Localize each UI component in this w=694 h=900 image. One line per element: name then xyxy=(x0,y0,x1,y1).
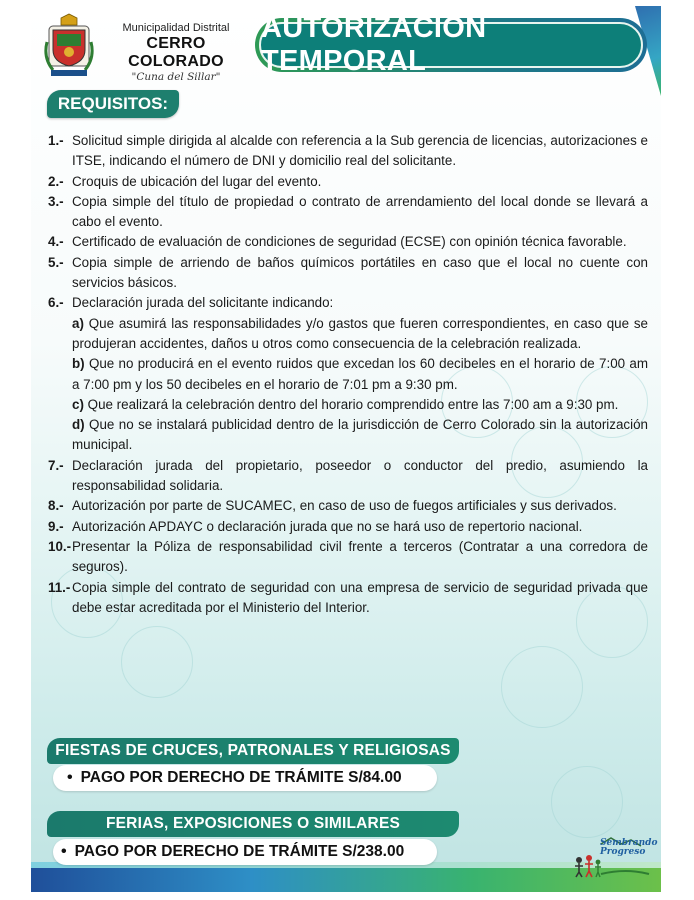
list-item xyxy=(48,172,648,192)
list-item xyxy=(48,517,648,537)
bottom-band xyxy=(31,868,661,892)
decor-circle xyxy=(501,646,583,728)
item-text: Autorización APDAYC o declaración jurada que no se hará uso de repertorio nacional. xyxy=(72,518,583,534)
item-text-block xyxy=(72,293,648,455)
list-item xyxy=(48,253,648,294)
item-text: Copia simple de arriendo de baños químicos portátiles en caso que el local no cuente con servicios básicos. xyxy=(72,254,648,291)
fee-category-banner: FERIAS, EXPOSICIONES O SIMILARES xyxy=(47,811,459,837)
subitem-text: Que no producirá en el evento ruidos que excedan los 60 decibeles en el horario de 7:00 am a 7:00 pm y los 50 decibeles en el horario de 7:01 pm a 9:30 pm. xyxy=(72,356,648,392)
header xyxy=(31,6,661,83)
item-number: 10.- xyxy=(48,538,72,554)
fee-text: PAGO POR DERECHO DE TRÁMITE S/84.00 xyxy=(80,769,402,786)
item-text: Presentar la Póliza de responsabilidad civil frente a terceros (Contratar a una corredora de seguros). xyxy=(72,538,648,575)
subitem-text: Que no se instalará publicidad dentro de la jurisdicción de Cerro Colorado sin la autorización municipal. xyxy=(72,417,648,453)
subitem-label: d) xyxy=(72,417,85,433)
list-item xyxy=(48,131,648,172)
item-number: 2.- xyxy=(48,173,64,189)
municipality-name xyxy=(101,22,251,84)
slogan-line: Progreso xyxy=(600,847,646,857)
list-item xyxy=(48,537,648,578)
item-number: 11.- xyxy=(48,579,71,595)
item-number: 5.- xyxy=(48,254,64,270)
bullet: • xyxy=(67,769,73,786)
item-number: 8.- xyxy=(48,498,64,514)
list-item xyxy=(48,232,648,252)
item-number: 1.- xyxy=(48,133,64,148)
requirements-heading: REQUISITOS: xyxy=(47,90,179,118)
municipality-label: Municipalidad Distrital xyxy=(122,22,230,34)
decor-circle xyxy=(551,766,623,838)
fee-amount xyxy=(53,765,437,791)
item-number: 3.- xyxy=(48,193,64,209)
item-text: Declaración jurada del solicitante indicando: xyxy=(72,295,334,311)
requirements-list xyxy=(48,131,648,618)
item-text: Autorización por parte de SUCAMEC, en caso de uso de fuegos artificiales y sus derivados. xyxy=(72,498,617,514)
fee-category-banner: FIESTAS DE CRUCES, PATRONALES Y RELIGIOSAS xyxy=(47,738,459,764)
list-item xyxy=(48,496,648,516)
subitem-label: a) xyxy=(72,315,84,331)
item-text: Croquis de ubicación del lugar del evento. xyxy=(72,173,322,189)
item-text: Declaración jurada del propietario, poseedor o conductor del predio, asumiendo la responsabilidad solidaria. xyxy=(72,457,648,494)
district-name: CERRO COLORADO xyxy=(128,35,224,70)
fee-amount xyxy=(53,839,437,865)
item-number: 6.- xyxy=(48,295,64,311)
bullet: • xyxy=(61,843,67,860)
subitem xyxy=(72,415,648,456)
list-item xyxy=(48,578,648,619)
subitem-label: b) xyxy=(72,356,85,372)
item-text: Certificado de evaluación de condiciones de seguridad (ECSE) con opinión técnica favorable. xyxy=(72,234,627,250)
list-item xyxy=(48,293,648,455)
subitem xyxy=(72,395,648,415)
municipal-crest-icon xyxy=(43,12,95,78)
fee-text: PAGO POR DERECHO DE TRÁMITE S/238.00 xyxy=(74,843,405,860)
subitem-text: Que asumirá las responsabilidades y/o gastos que fueren correspondientes, en caso que se produjeran accidentes, daños u otros como consecuencia de la celebración realizada. xyxy=(72,315,648,351)
item-number: 7.- xyxy=(48,457,64,473)
slogan xyxy=(600,839,657,857)
decor-circle xyxy=(121,626,193,698)
slogan-line: Sembrando xyxy=(600,838,658,848)
subitem-label: c) xyxy=(72,396,84,412)
item-text: Copia simple del contrato de seguridad con una empresa de servicio de seguridad privada que debe estar acreditada por el Ministerio del Interior. xyxy=(72,579,648,615)
list-item xyxy=(48,192,648,233)
subitem-text: Que realizará la celebración dentro del horario comprendido entre las 7:00 am a 9:30 pm. xyxy=(87,396,619,412)
item-number: 9.- xyxy=(48,518,64,534)
subitem xyxy=(72,314,648,355)
list-item xyxy=(48,456,648,497)
item-text: Solicitud simple dirigida al alcalde con referencia a la Sub gerencia de licencias, autorizaciones e ITSE, indicando el número de DNI y domicilio real del solicitante. xyxy=(72,133,648,169)
subitem xyxy=(72,354,648,395)
motto: "Cuna del Sillar" xyxy=(131,71,221,83)
title-banner xyxy=(255,12,647,77)
page-title: AUTORIZACIÓN TEMPORAL xyxy=(259,22,643,68)
item-text: Copia simple del título de propiedad o contrato de arrendamiento del local donde se llevará a cabo el evento. xyxy=(72,193,648,230)
item-number: 4.- xyxy=(48,234,64,250)
